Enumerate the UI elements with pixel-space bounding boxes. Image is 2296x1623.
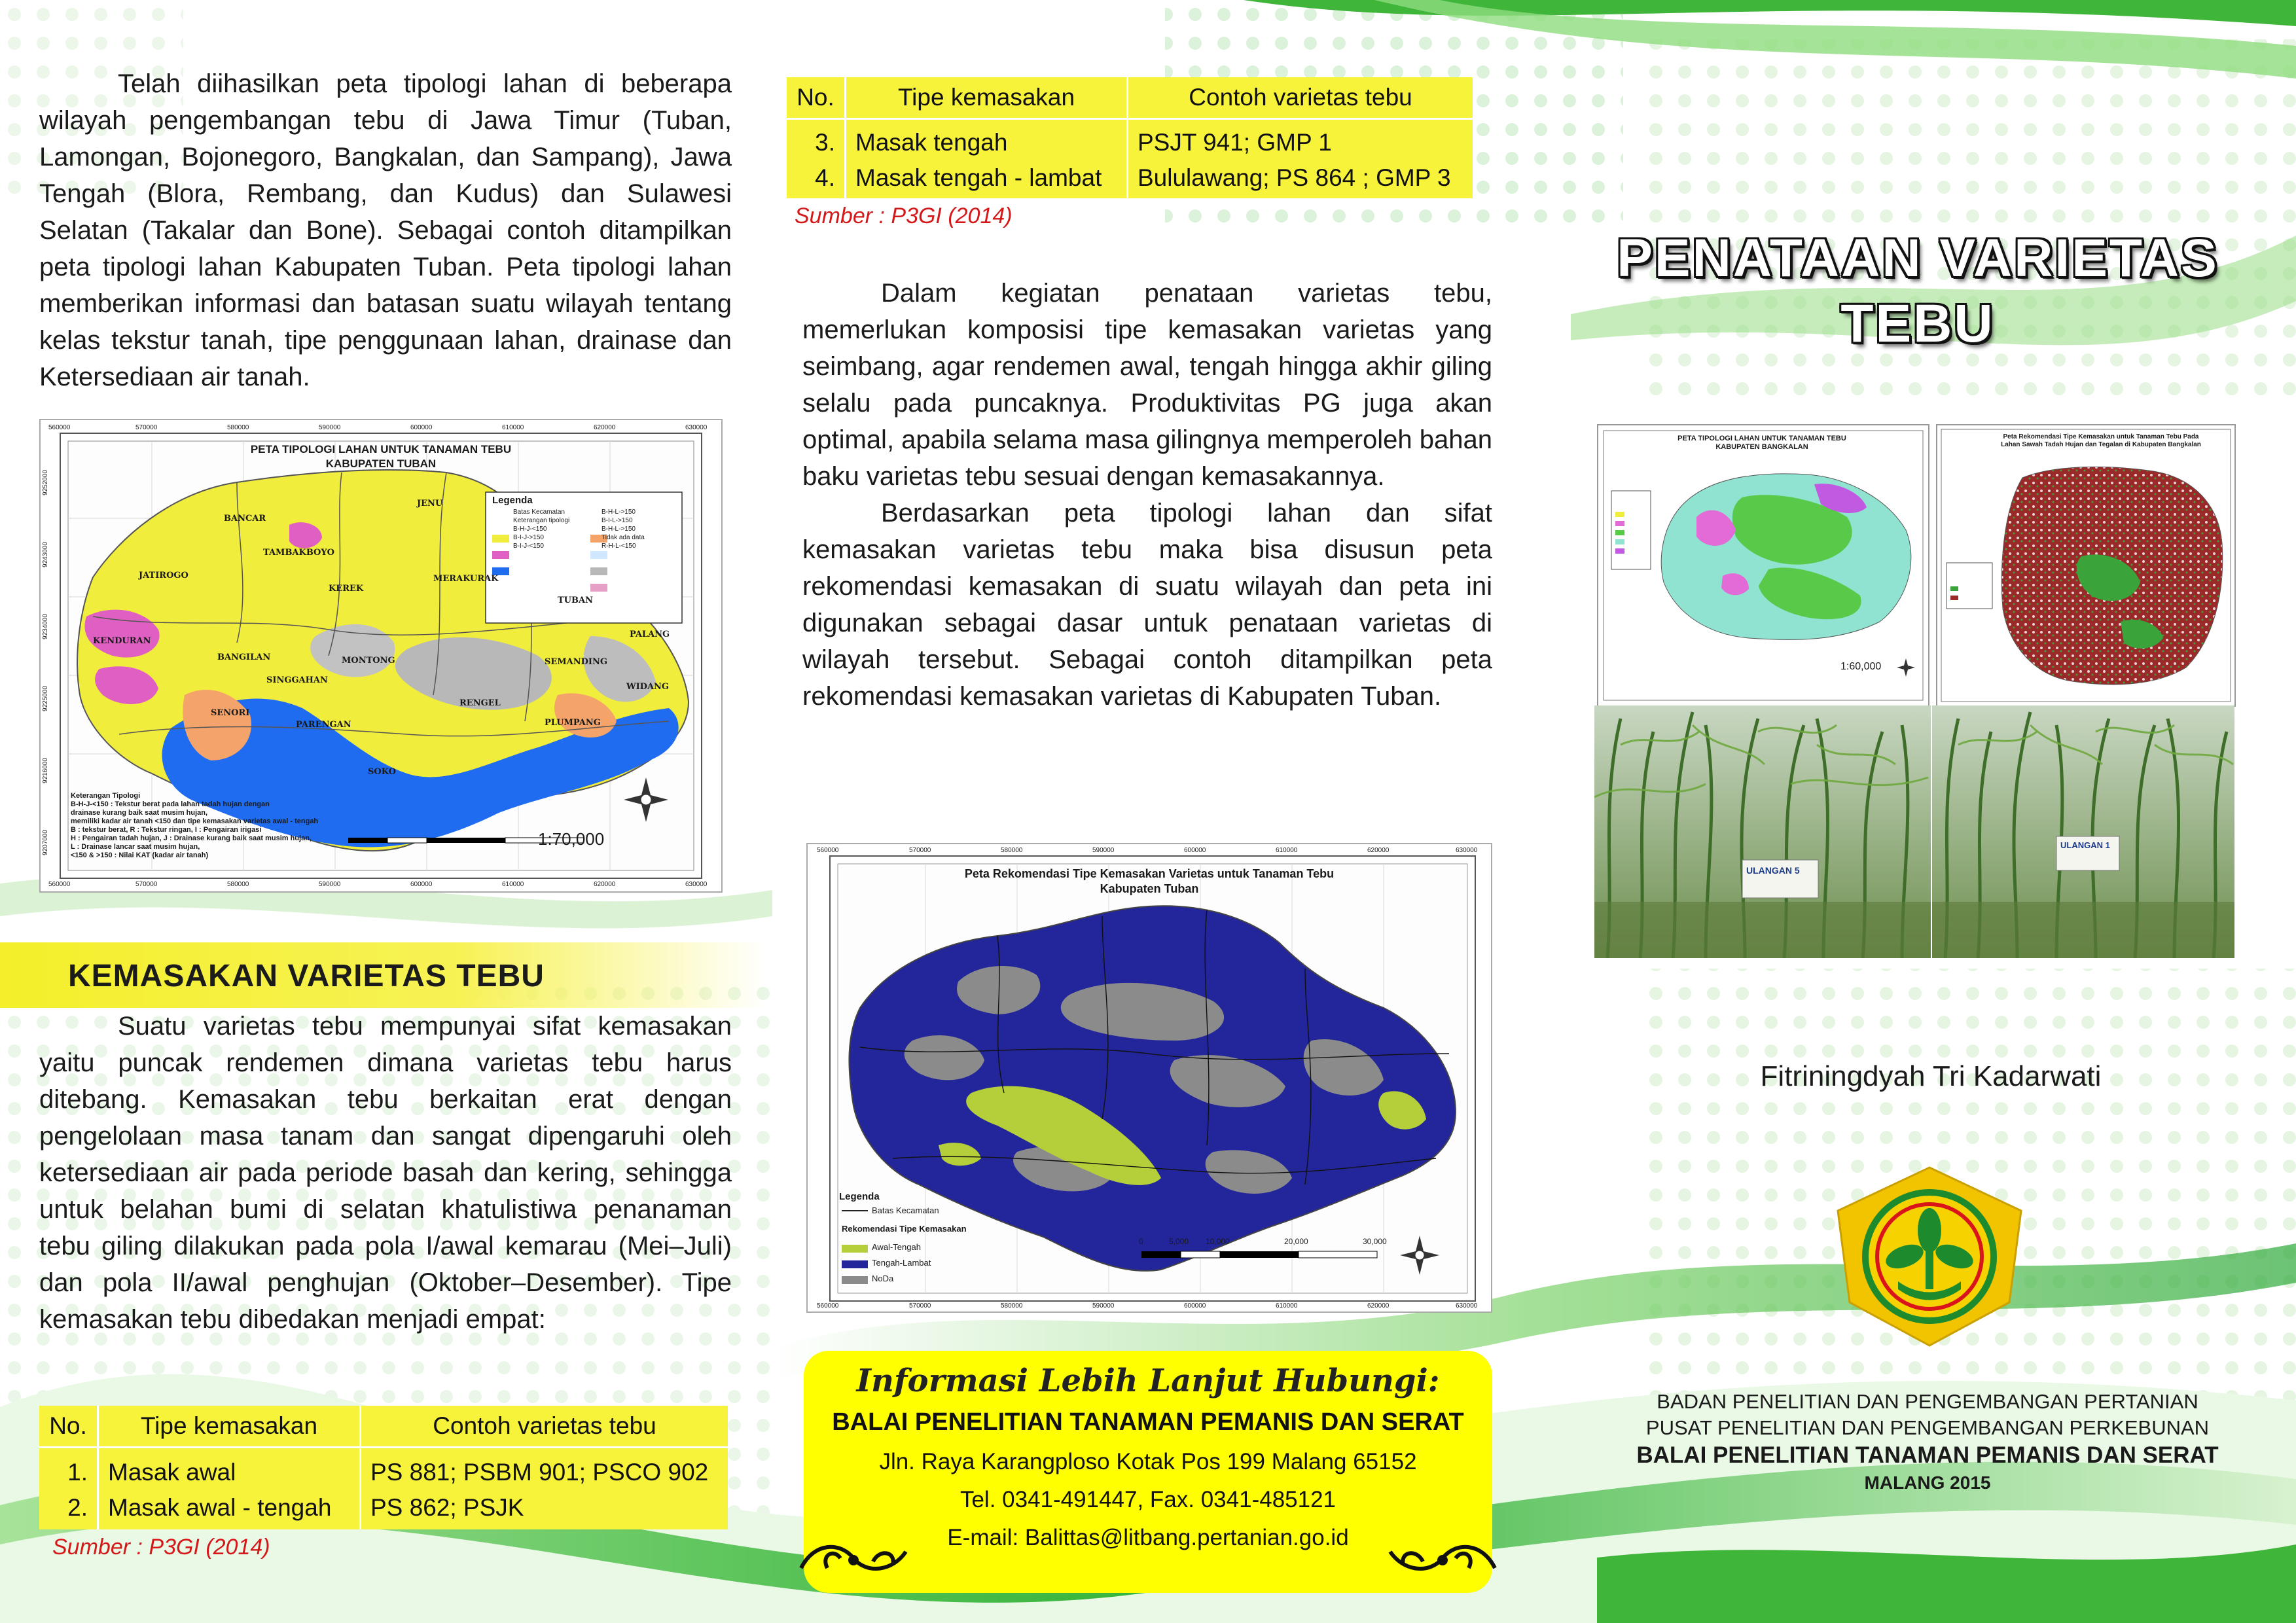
- y-tick: 9216000: [41, 758, 49, 783]
- table-header-row: [787, 77, 1473, 119]
- note-line: <150 & >150 : Nilai KAT (kadar air tanah): [71, 851, 209, 859]
- maturity-table-2: [787, 77, 1473, 198]
- place-label: MERAKURAK: [433, 574, 499, 584]
- x-tick: 580000: [1001, 847, 1023, 854]
- map-rec-legend-item: Tengah-Lambat: [872, 1258, 931, 1268]
- x-tick: 630000: [1456, 1302, 1478, 1310]
- x-tick: 600000: [1184, 847, 1206, 854]
- place-label: BANCAR: [224, 514, 266, 524]
- place-label: SENORI: [211, 708, 250, 718]
- contact-email[interactable]: E-mail: Balittas@litbang.pertanian.go.id: [947, 1525, 1349, 1550]
- middle-text: [802, 275, 1492, 715]
- place-label: RENGEL: [459, 698, 501, 708]
- x-tick: 600000: [410, 881, 433, 888]
- x-tick: 610000: [1276, 847, 1298, 854]
- legend-item: Tidak ada data: [601, 534, 645, 541]
- cell-examples: PS 881; PSBM 901; PSCO 902: [361, 1448, 728, 1491]
- table-row: [787, 160, 1473, 198]
- legend-item: B-H-L->150: [601, 526, 636, 533]
- x-tick: 590000: [1092, 1302, 1115, 1310]
- map-rec-legend-item: Batas Kecamatan: [872, 1205, 939, 1215]
- cover-map-right-title: Peta Rekomendasi Tipe Kemasakan untuk Tanaman Tebu Pada Lahan Sawah Tadah Hujan dan Tegalan di Kabupaten Bangkalan: [2001, 433, 2201, 448]
- place-label: SOKO: [368, 767, 396, 777]
- place-label: TAMBAKBOYO: [263, 548, 334, 558]
- table-row: [39, 1448, 728, 1491]
- cell-no: 1.: [67, 1459, 88, 1486]
- x-tick: 590000: [319, 881, 341, 888]
- photo-sign-right: ULANGAN 1: [2060, 840, 2110, 850]
- scale-label: 0: [1139, 1237, 1143, 1246]
- section-paragraph: Suatu varietas tebu mempunyai sifat kemasakan yaitu puncak rendemen dimana varietas tebu harus ditebang. Kemasakan tebu berkaitan erat dengan pengelolaan masa tanam dan sangat dipengaruhi oleh ketersediaan air pada periode basah dan kering, sehingga untuk belahan bumi di selatan khatulistiwa penanaman tebu giling dilakukan pada pola I/awal kemarau (Mei–Juli) dan pola II/awal penghujan (Oktober–Desember). Tipe kemasakan tebu dibedakan menjadi empat:: [39, 1012, 732, 1334]
- x-tick: 610000: [502, 424, 524, 431]
- institution-line-1: BADAN PENELITIAN DAN PENGEMBANGAN PERTANIAN: [1657, 1390, 2198, 1413]
- contact-org: BALAI PENELITIAN TANAMAN PEMANIS DAN SERAT: [832, 1408, 1464, 1436]
- cover-photo-left: [1594, 705, 1931, 958]
- cane-photo-right-graphic: [1932, 705, 2234, 958]
- th-type: Tipe kemasakan: [846, 77, 1128, 119]
- x-tick: 600000: [1184, 1302, 1206, 1310]
- y-ticks-left: [42, 420, 60, 891]
- place-label: SINGGAHAN: [266, 675, 328, 685]
- middle-paragraph-2: Berdasarkan peta tipologi lahan dan sifat kemasakan varietas tebu maka bisa disusun peta rekomendasi kemasakan di suatu wilayah dan peta ini digunakan sebagai dasar untuk penataan varietas di wilayah tersebut. Sebagai contoh ditampilkan peta rekomendasi kemasakan varietas di Kabupaten Tuban.: [802, 499, 1492, 711]
- place-label: PARENGAN: [296, 720, 351, 730]
- cell-no: 4.: [815, 164, 835, 191]
- place-label: MONTONG: [342, 656, 395, 666]
- x-tick: 570000: [135, 881, 158, 888]
- x-tick: 570000: [909, 847, 931, 854]
- section-heading: KEMASAKAN VARIETAS TEBU: [68, 959, 545, 993]
- intro-paragraph: Telah diihasilkan peta tipologi lahan di beberapa wilayah pengembangan tebu di Jawa Timur (Tuban, Lamongan, Bojonegoro, Bangkalan, dan Sampang), Jawa Tengah (Blora, Rembang, dan Kudus) dan Sulawesi Selatan (Takalar dan Bone). Sebagai contoh ditampilkan peta tipologi lahan Kabupaten Tuban. Peta tipologi lahan memberikan informasi dan batasan suatu wilayah tentang kelas tekstur tanah, tipe penggunaan lahan, drainase dan Ketersediaan air tanah.: [39, 69, 732, 391]
- x-tick: 620000: [1367, 847, 1390, 854]
- legend-item: B-H-L->150: [601, 508, 636, 516]
- institution-line-3: BALAI PENELITIAN TANAMAN PEMANIS DAN SERAT: [1636, 1442, 2219, 1468]
- source-note-1: Sumber : P3GI (2014): [52, 1535, 270, 1560]
- map-tuban-typology: [39, 419, 723, 893]
- institution-line-4: MALANG 2015: [1864, 1472, 1991, 1493]
- map-tuban-typology-legend-title: Legenda: [492, 495, 533, 506]
- place-label: PALANG: [630, 630, 670, 639]
- map-rec-title-1: Peta Rekomendasi Tipe Kemasakan Varietas untuk Tanaman Tebu: [964, 867, 1335, 880]
- ornament-left-icon: [788, 1522, 919, 1588]
- cover-map-left-scale: 1:60,000: [1840, 661, 1882, 672]
- x-tick: 580000: [227, 881, 249, 888]
- contact-box: [804, 1351, 1492, 1593]
- x-tick: 560000: [48, 424, 71, 431]
- th-examples: Contoh varietas tebu: [1128, 77, 1473, 119]
- note-line: L : Drainase lancar saat musim hujan,: [71, 843, 200, 851]
- cover-title-line-2: TEBU: [1840, 294, 1995, 353]
- x-tick: 610000: [1276, 1302, 1298, 1310]
- note-line: Keterangan Tipologi: [71, 792, 141, 800]
- maturity-table-1: [39, 1406, 728, 1529]
- map-tuban-typology-title-2: KABUPATEN TUBAN: [325, 457, 437, 470]
- x-tick: 630000: [685, 424, 708, 431]
- place-label: SEMANDING: [545, 657, 607, 667]
- x-tick: 620000: [594, 424, 616, 431]
- table-row: [39, 1490, 728, 1529]
- note-line: drainase kurang baik saat musim hujan,: [71, 809, 208, 817]
- map-tuban-typology-title-1: PETA TIPOLOGI LAHAN UNTUK TANAMAN TEBU: [250, 443, 512, 455]
- cell-examples: PSJT 941; GMP 1: [1128, 119, 1473, 161]
- place-label: BANGILAN: [217, 652, 271, 662]
- place-label: PLUMPANG: [545, 718, 601, 728]
- cell-examples: PS 862; PSJK: [361, 1490, 728, 1529]
- cell-type: Masak awal: [98, 1448, 361, 1491]
- x-tick: 560000: [48, 881, 71, 888]
- place-label: JATIROGO: [139, 571, 188, 580]
- photo-sign-left: ULANGAN 5: [1746, 865, 1800, 876]
- map-tuban-typology-scale: 1:70,000: [538, 829, 605, 849]
- map-tuban-recommendation-graphic: [808, 844, 1491, 1311]
- x-tick: 590000: [319, 424, 341, 431]
- note-line: memiliki kadar air tanah <150 dan tipe kemasakan varietas awal - tengah: [71, 817, 319, 825]
- contact-address: Jln. Raya Karangploso Kotak Pos 199 Malang 65152: [879, 1449, 1417, 1474]
- x-tick: 620000: [594, 881, 616, 888]
- section-heading-band: [0, 942, 766, 1008]
- th-examples: Contoh varietas tebu: [361, 1406, 728, 1448]
- institution-line-2: PUSAT PENELITIAN DAN PENGEMBANGAN PERKEBUNAN: [1645, 1416, 2210, 1439]
- x-tick: 590000: [1092, 847, 1115, 854]
- x-tick: 620000: [1367, 1302, 1390, 1310]
- y-tick: 9225000: [41, 686, 49, 711]
- contact-phone: Tel. 0341-491447, Fax. 0341-485121: [960, 1487, 1336, 1512]
- section-body: [39, 1008, 732, 1338]
- place-label: JENU: [417, 499, 443, 508]
- map-rec-legend-item: Awal-Tengah: [872, 1242, 921, 1252]
- source-note-2: Sumber : P3GI (2014): [795, 204, 1013, 228]
- cover-map-left-title: PETA TIPOLOGI LAHAN UNTUK TANAMAN TEBU KABUPATEN BANGKALAN: [1677, 435, 1846, 451]
- note-line: B : tekstur berat, R : Tekstur ringan, I : Pengairan irigasi: [71, 826, 262, 834]
- x-tick: 630000: [1456, 847, 1478, 854]
- cover-title-line-1: PENATAAN VARIETAS: [1617, 228, 2219, 288]
- legend-item: Keterangan tipologi: [513, 517, 570, 524]
- legend-item: B-H-J-<150: [513, 526, 547, 533]
- map-rec-legend-item: Rekomendasi Tipe Kemasakan: [842, 1224, 967, 1234]
- cover-title: [1571, 226, 2265, 357]
- table-left-wrap: [39, 1406, 728, 1560]
- cell-examples: Bululawang; PS 864 ; GMP 3: [1128, 160, 1473, 198]
- left-panel: [39, 65, 732, 395]
- scale-label: 20,000: [1284, 1237, 1308, 1246]
- cell-no: 3.: [815, 129, 835, 156]
- scale-label: 30,000: [1363, 1237, 1387, 1246]
- place-label: TUBAN: [558, 596, 593, 605]
- note-line: B-H-J-<150 : Tekstur berat pada lahan tadah hujan dengan: [71, 800, 270, 808]
- th-no: No.: [39, 1406, 98, 1448]
- x-tick: 580000: [227, 424, 249, 431]
- map-tuban-typology-notes: [71, 792, 385, 860]
- x-tick: 600000: [410, 424, 433, 431]
- cane-photo-left-graphic: [1594, 705, 1931, 958]
- cover-map-left: [1597, 424, 1929, 707]
- place-label: KEREK: [329, 584, 364, 594]
- ministry-logo-icon: [1833, 1165, 2026, 1348]
- y-tick: 9252000: [41, 470, 49, 495]
- y-tick: 9243000: [41, 542, 49, 567]
- cover-photo-right: [1932, 705, 2234, 958]
- cover-map-right-graphic: [1937, 425, 2234, 705]
- table-row: [787, 119, 1473, 161]
- y-tick: 9234000: [41, 614, 49, 639]
- map-tuban-typology-legend: [513, 508, 683, 550]
- table-middle-wrap: [787, 77, 1473, 229]
- legend-item: R-H-L-<150: [601, 543, 636, 550]
- legend-item: B-I-L->150: [601, 517, 633, 524]
- map-rec-legend-title: Legenda: [839, 1191, 880, 1202]
- table-header-row: [39, 1406, 728, 1448]
- scale-label: 5,000: [1169, 1237, 1189, 1246]
- x-tick: 610000: [502, 881, 524, 888]
- cover-map-right: [1936, 424, 2236, 707]
- legend-item: B-I-J-<150: [513, 543, 544, 550]
- legend-item: Batas Kecamatan: [513, 508, 565, 516]
- map-rec-title-2: Kabupaten Tuban: [1100, 882, 1199, 895]
- x-tick: 580000: [1001, 1302, 1023, 1310]
- x-tick: 630000: [685, 881, 708, 888]
- place-label: WIDANG: [626, 682, 670, 692]
- th-type: Tipe kemasakan: [98, 1406, 361, 1448]
- x-tick: 570000: [909, 1302, 931, 1310]
- x-tick: 560000: [817, 1302, 839, 1310]
- cell-type: Masak awal - tengah: [98, 1490, 361, 1529]
- middle-paragraph-1: Dalam kegiatan penataan varietas tebu, memerlukan komposisi tipe kemasakan varietas yang seimbang, agar rendemen awal, tengah hingga akhir giling selalu pada puncaknya. Produktivitas PG juga akan optimal, apabila selama masa gilingnya memperoleh bahan baku varietas tebu sesuai dengan kemasakannya.: [802, 279, 1492, 491]
- cell-no: 2.: [67, 1494, 88, 1521]
- map-tuban-recommendation: [806, 843, 1492, 1313]
- y-tick: 9207000: [41, 830, 49, 855]
- x-tick: 560000: [817, 847, 839, 854]
- th-no: No.: [787, 77, 846, 119]
- author-name: Fitriningdyah Tri Kadarwati: [1760, 1060, 2102, 1092]
- map-rec-legend-item: NoDa: [872, 1274, 894, 1283]
- cell-type: Masak tengah: [846, 119, 1128, 161]
- scale-label: 10,000: [1206, 1237, 1230, 1246]
- legend-item: B-I-J->150: [513, 534, 544, 541]
- note-line: H : Pengairan tadah hujan, J : Drainase kurang baik saat musim hujan,: [71, 834, 312, 842]
- place-label: KENDURAN: [93, 636, 151, 646]
- ornament-right-icon: [1377, 1522, 1508, 1588]
- x-tick: 570000: [135, 424, 158, 431]
- contact-title: Informasi Lebih Lanjut Hubungi:: [856, 1363, 1440, 1399]
- cell-type: Masak tengah - lambat: [846, 160, 1128, 198]
